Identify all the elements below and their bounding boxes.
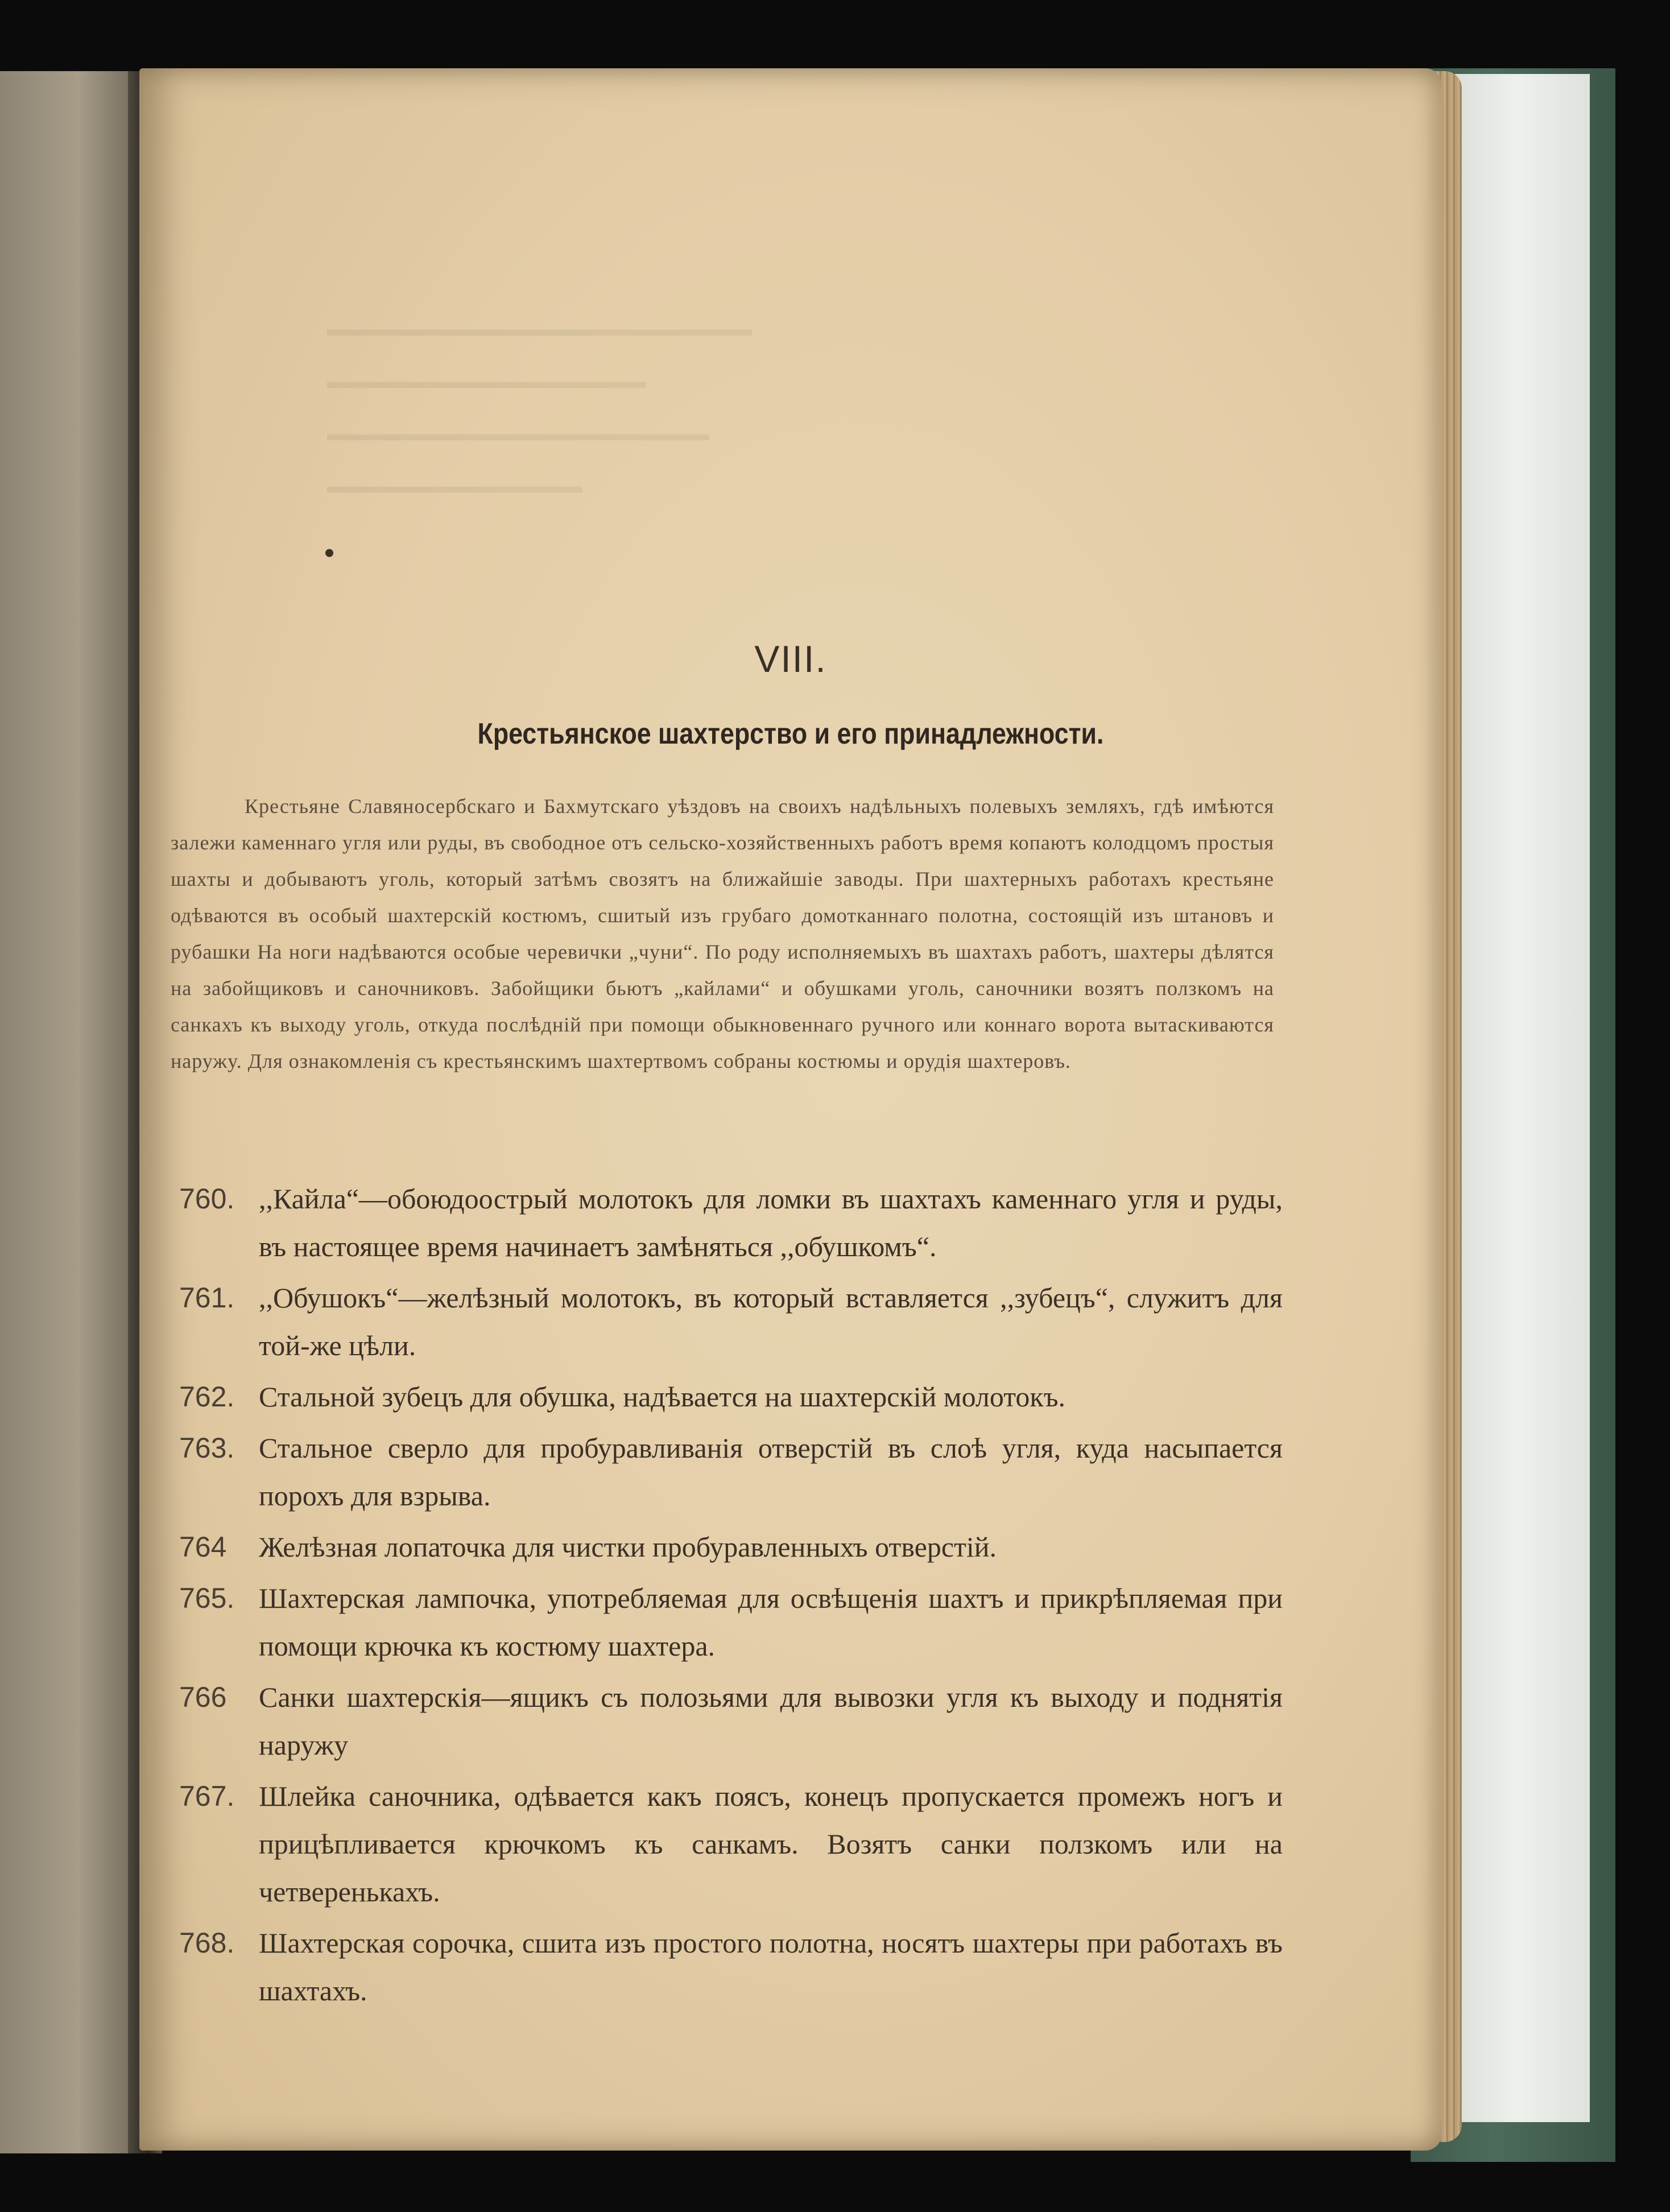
bleed-through-texture: ━━━━━━━━━━━━━━━━━━━━ ━━━━━━━━━━━━━━━ ━━━━━━━━━━━━━━━━━━ ━━━━━━━━━━━━ [327, 314, 752, 510]
ink-dot-mark [325, 549, 333, 557]
book-page [139, 68, 1442, 2151]
catalog-entry [179, 1373, 1283, 1421]
entry-number: 760. [179, 1183, 235, 1215]
entry-text: Шлейка саночника, одѣвается какъ поясъ, конецъ пропускается промежъ ногъ и прицѣпливается крючкомъ къ санкамъ. Возятъ санки ползкомъ или на четверенькахъ. [259, 1780, 1283, 1908]
catalog-entry [179, 1175, 1283, 1270]
catalog-entry [179, 1772, 1283, 1916]
entry-number: 768. [179, 1927, 235, 1959]
catalog-entry [179, 1673, 1283, 1769]
catalog-entry [179, 1523, 1283, 1571]
section-number: VIII. [754, 638, 827, 680]
section-title: Крестьянское шахтерство и его принадлежности. [477, 717, 1104, 750]
entry-number: 765. [179, 1582, 235, 1614]
entry-text: Шахтерская лампочка, употребляемая для освѣщенія шахтъ и прикрѣпляемая при помощи крючка къ костюму шахтера. [259, 1582, 1283, 1662]
entry-number: 761. [179, 1282, 235, 1314]
entry-text: Шахтерская сорочка, сшита изъ простого полотна, носятъ шахтеры при работахъ въ шахтахъ. [259, 1927, 1283, 2007]
catalog-entry [179, 1919, 1283, 2015]
catalog-entry [179, 1274, 1283, 1369]
entry-number: 766 [179, 1681, 227, 1713]
entry-number: 763. [179, 1432, 235, 1464]
catalog-entry [179, 1424, 1283, 1520]
entry-text: ,,Обушокъ“—желѣзный молотокъ, въ который вставляется ,,зубецъ“, служитъ для той-же цѣли. [259, 1282, 1283, 1361]
entry-text: ,,Кайла“—обоюдоострый молотокъ для ломки въ шахтахъ каменнаго угля и руды, въ настоящее время начинаетъ замѣняться ,,обушкомъ“. [259, 1183, 1283, 1262]
catalog-entry [179, 1574, 1283, 1670]
entry-number: 764 [179, 1531, 227, 1563]
catalog-entries [179, 1175, 1283, 2018]
left-facing-page [0, 71, 142, 2153]
backing-paper-strip [1445, 74, 1590, 2122]
entry-text: Стальное сверло для пробуравливанія отверстій въ слоѣ угля, куда насыпается порохъ для взрыва. [259, 1432, 1283, 1512]
entry-text: Стальной зубецъ для обушка, надѣвается на шахтерскій молотокъ. [259, 1381, 1066, 1413]
entry-number: 762. [179, 1381, 235, 1413]
intro-paragraph: Крестьяне Славяносербскаго и Бахмутскаго уѣздовъ на своихъ надѣльныхъ полевыхъ земляхъ, гдѣ имѣются залежи каменнаго угля или руды, въ свободное отъ сельско-хозяйственныхъ работъ время копаютъ колодцомъ простыя шахты и добываютъ уголь, который затѣмъ свозятъ на ближайшіе заводы. При шахтерныхъ работахъ крестьяне одѣваются въ особый шахтерскій костюмъ, сшитый изъ грубаго домотканнаго полотна, состоящій изъ штановъ и рубашки На ноги надѣваются особые черевички „чуни“. По роду исполняемыхъ въ шахтахъ работъ, шахтеры дѣлятся на забойщиковъ и саночниковъ. Забойщики бьютъ „кайлами“ и обушками уголь, саночники возятъ ползкомъ на санкахъ къ выходу уголь, откуда послѣдній при помощи обыкновеннаго ручного или коннаго ворота вытаскиваются наружу. Для ознакомленія съ крестьянскимъ шахтертвомъ собраны костюмы и орудія шахтеровъ. [171, 795, 1274, 1072]
entry-text: Желѣзная лопаточка для чистки пробуравленныхъ отверстій. [259, 1531, 997, 1563]
entry-number: 767. [179, 1780, 235, 1812]
entry-text: Санки шахтерскія—ящикъ съ полозьями для вывозки угля къ выходу и поднятія наружу [259, 1681, 1283, 1761]
